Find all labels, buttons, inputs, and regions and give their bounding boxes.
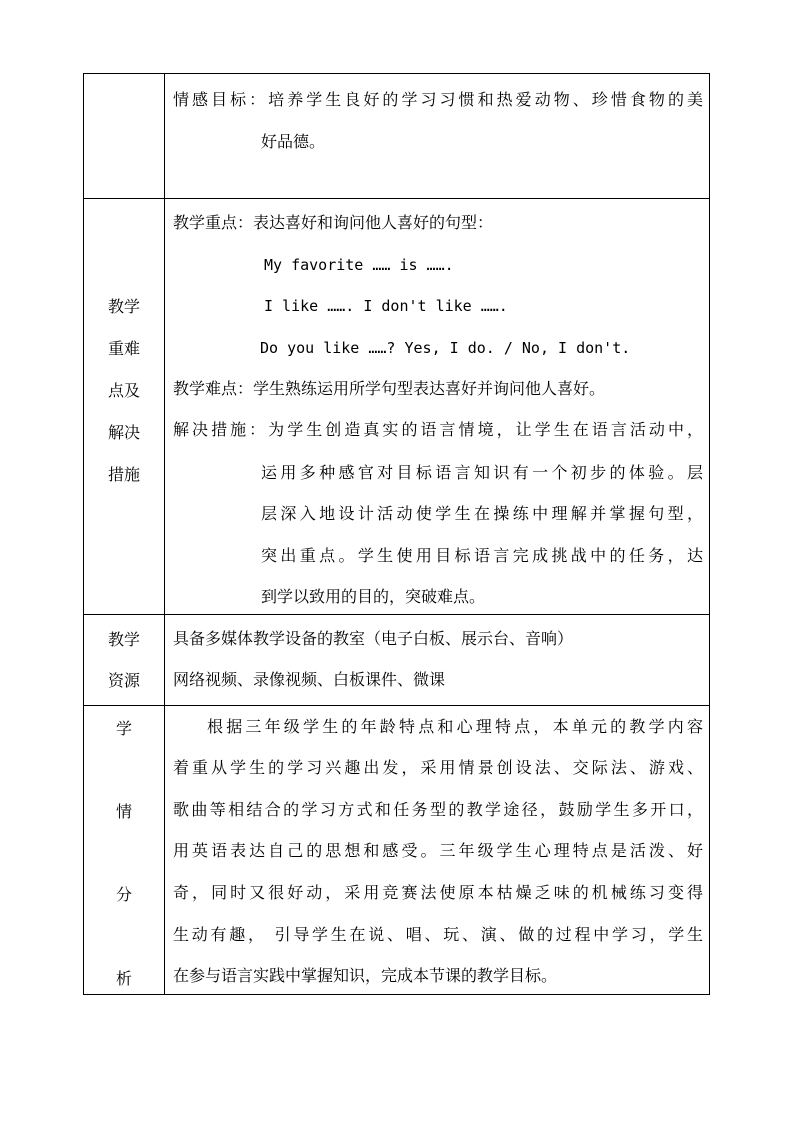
analysis-line-3: 歌曲等相结合的学习方式和任务型的教学途径，鼓励学生多开口，: [173, 800, 703, 819]
emotion-goal-line-2: 好品德。: [261, 132, 326, 151]
lesson-plan-table: [83, 73, 710, 995]
label-key-difficult-2: 重难: [107, 339, 140, 358]
analysis-line-5: 奇，同时又很好动，采用竞赛法使原本枯燥乏味的机械练习变得: [173, 883, 703, 902]
measures-line-5: 到学以致用的目的，突破难点。: [261, 587, 486, 606]
label-key-difficult-5: 措施: [107, 465, 140, 484]
label-key-difficult-3: 点及: [107, 381, 140, 400]
column-divider: [164, 74, 165, 994]
label-key-difficult-4: 解决: [107, 423, 140, 442]
analysis-line-2: 着重从学生的学习兴趣出发，采用情景创设法、交际法、游戏、: [173, 758, 703, 777]
emotion-goal-line-1: 情感目标：培养学生良好的学习习惯和热爱动物、珍惜食物的美: [173, 90, 703, 109]
sentence-3: Do you like ……? Yes, I do. / No, I don't.: [260, 339, 631, 357]
key-point-title: 教学重点：表达喜好和询问他人喜好的句型：: [173, 213, 494, 232]
measures-line-4: 突出重点。学生使用目标语言完成挑战中的任务，达: [261, 546, 703, 565]
label-analysis-3: 分: [115, 885, 132, 904]
resources-line-2: 网络视频、录像视频、白板课件、微课: [173, 670, 446, 689]
measures-line-1: 解决措施：为学生创造真实的语言情境，让学生在语言活动中，: [173, 420, 703, 439]
label-key-difficult-1: 教学: [107, 297, 140, 316]
label-analysis-1: 学: [115, 719, 132, 738]
row-divider: [84, 614, 709, 615]
resources-line-1: 具备多媒体教学设备的教室（电子白板、展示台、音响）: [173, 629, 574, 648]
row-divider: [84, 198, 709, 199]
label-analysis-2: 情: [115, 802, 132, 821]
label-resources-2: 资源: [107, 671, 140, 690]
sentence-1: My favorite …… is …….: [264, 256, 454, 274]
difficulty-line: 教学难点：学生熟练运用所学句型表达喜好并询问他人喜好。: [173, 379, 606, 398]
analysis-line-1: 根据三年级学生的年龄特点和心理特点，本单元的教学内容: [207, 717, 703, 736]
analysis-line-7: 在参与语言实践中掌握知识，完成本节课的教学目标。: [173, 966, 558, 985]
sentence-2: I like ……. I don't like …….: [264, 297, 508, 315]
measures-line-3: 层深入地设计活动使学生在操练中理解并掌握句型，: [261, 504, 703, 523]
label-analysis-4: 析: [115, 969, 132, 988]
label-resources-1: 教学: [107, 630, 140, 649]
analysis-line-4: 用英语表达自己的思想和感受。三年级学生心理特点是活泼、好: [173, 841, 703, 860]
row-divider: [84, 705, 709, 706]
measures-line-2: 运用多种感官对目标语言知识有一个初步的体验。层: [261, 463, 703, 482]
analysis-line-6: 生动有趣， 引导学生在说、唱、玩、演、做的过程中学习，学生: [173, 925, 703, 944]
